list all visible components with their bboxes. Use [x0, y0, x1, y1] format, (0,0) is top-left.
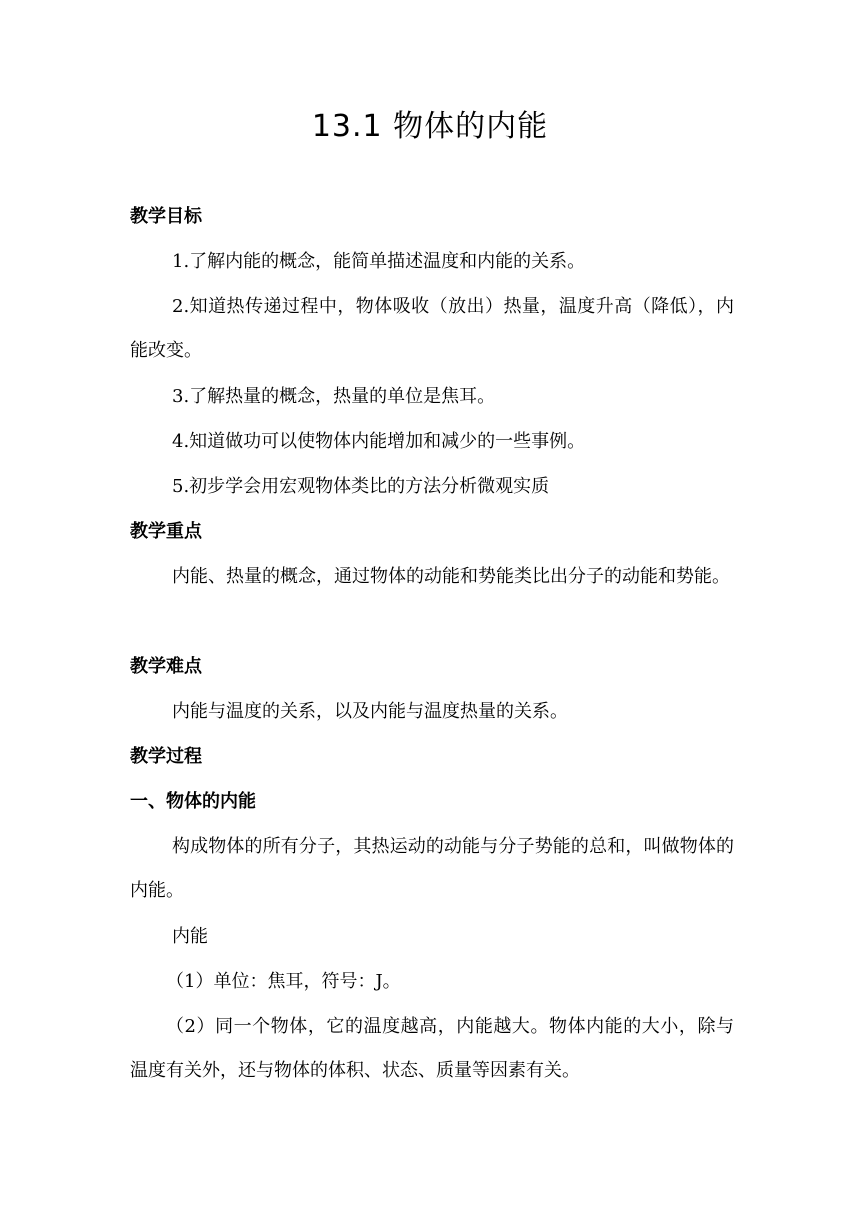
- goal-item-4: 4.知道做功可以使物体内能增加和减少的一些事例。: [172, 431, 586, 452]
- difficulties-heading: 教学难点: [130, 656, 202, 677]
- internal-energy-definition: 构成物体的所有分子，其热运动的动能与分子势能的总和，叫做物体的内能。: [130, 836, 734, 901]
- process-heading: 教学过程: [130, 746, 202, 767]
- goal-item-5: 5.初步学会用宏观物体类比的方法分析微观实质: [172, 476, 550, 497]
- goal-item-3: 3.了解热量的概念，热量的单位是焦耳。: [172, 386, 496, 407]
- key-points-heading: 教学重点: [130, 521, 202, 542]
- page-title: 13.1 物体的内能: [311, 109, 549, 144]
- key-points-text: 内能、热量的概念，通过物体的动能和势能类比出分子的动能和势能。: [172, 566, 730, 587]
- internal-energy-label: 内能: [172, 926, 208, 947]
- goal-item-2: 2.知道热传递过程中，物体吸收（放出）热量，温度升高（降低），内能改变。: [130, 296, 734, 361]
- goals-heading: 教学目标: [130, 206, 202, 227]
- section-heading-internal-energy: 一、物体的内能: [130, 791, 256, 812]
- internal-energy-factors: （2）同一个物体，它的温度越高，内能越大。物体内能的大小，除与温度有关外，还与物体的体积、状态、质量等因素有关。: [130, 1016, 734, 1081]
- difficulties-text: 内能与温度的关系，以及内能与温度热量的关系。: [172, 701, 568, 722]
- internal-energy-unit: （1）单位：焦耳，符号：J。: [166, 971, 401, 992]
- goal-item-1: 1.了解内能的概念，能简单描述温度和内能的关系。: [172, 251, 586, 272]
